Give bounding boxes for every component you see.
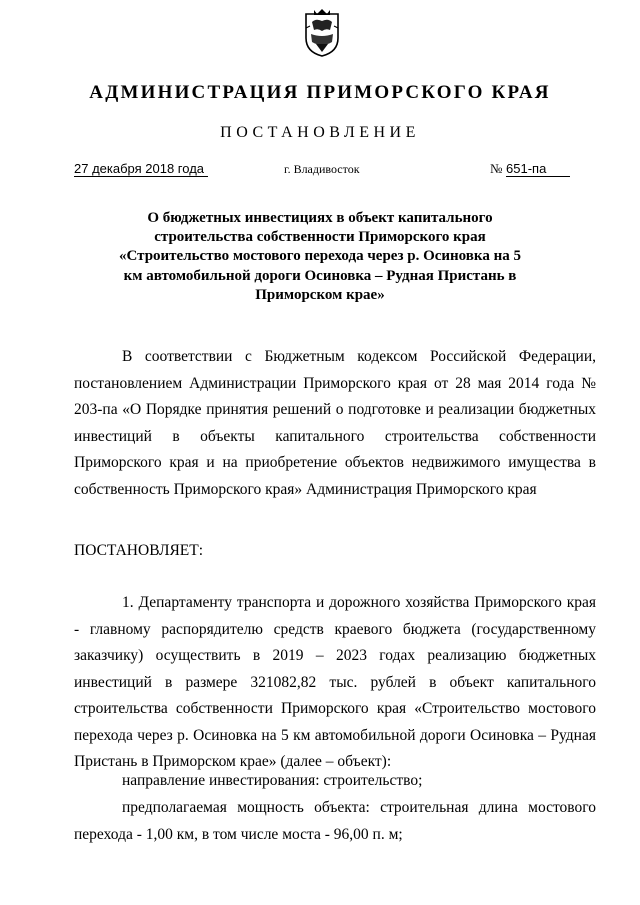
organization-heading: АДМИНИСТРАЦИЯ ПРИМОРСКОГО КРАЯ <box>89 82 551 103</box>
document-number: 651-па <box>506 161 570 177</box>
resolves-heading: ПОСТАНОВЛЯЕТ: <box>74 542 204 559</box>
investment-direction-paragraph: направление инвестирования: строительство; <box>122 772 423 789</box>
coat-of-arms-emblem <box>302 8 342 58</box>
document-title: О бюджетных инвестициях в объект капитального строительства собственности Приморского края «Строительство мостового перехода через р. Осиновка на 5 км автомобильной дороги Осиновка – Рудная Пристань в Приморском крае» <box>119 210 521 303</box>
document-number-label: № <box>490 161 503 176</box>
document-city: г. Владивосток <box>284 162 360 176</box>
preamble-paragraph: В соответствии с Бюджетным кодексом Российской Федерации, постановлением Администрации Приморского края от 28 мая 2014 года № 203-па «О Порядке принятия решений о подготовке и реализации бюджетных инвестиций в объекты капитального строительства собственности Приморского края и на приобретение объектов недвижимого имущества в собственность Приморского края» Администрация Приморского края <box>74 348 596 498</box>
document-date: 27 декабря 2018 года <box>74 161 208 177</box>
document-type-heading: ПОСТАНОВЛЕНИЕ <box>220 124 420 141</box>
document-number-block <box>490 161 570 177</box>
item-1-paragraph: 1. Департаменту транспорта и дорожного хозяйства Приморского края - главному распорядителю средств краевого бюджета (государственному заказчику) осуществить в 2019 – 2023 годах реализацию бюджетных инвестиций в размере 321082,82 тыс. рублей в объект капитального строительства собственности Приморского края «Строительство мостового перехода через р. Осиновка на 5 км автомобильной дороги Осиновка – Рудная Пристань в Приморском крае» (далее – объект): <box>74 594 596 770</box>
capacity-paragraph: предполагаемая мощность объекта: строительная длина мостового перехода - 1,00 км, в том числе моста - 96,00 п. м; <box>74 799 596 843</box>
